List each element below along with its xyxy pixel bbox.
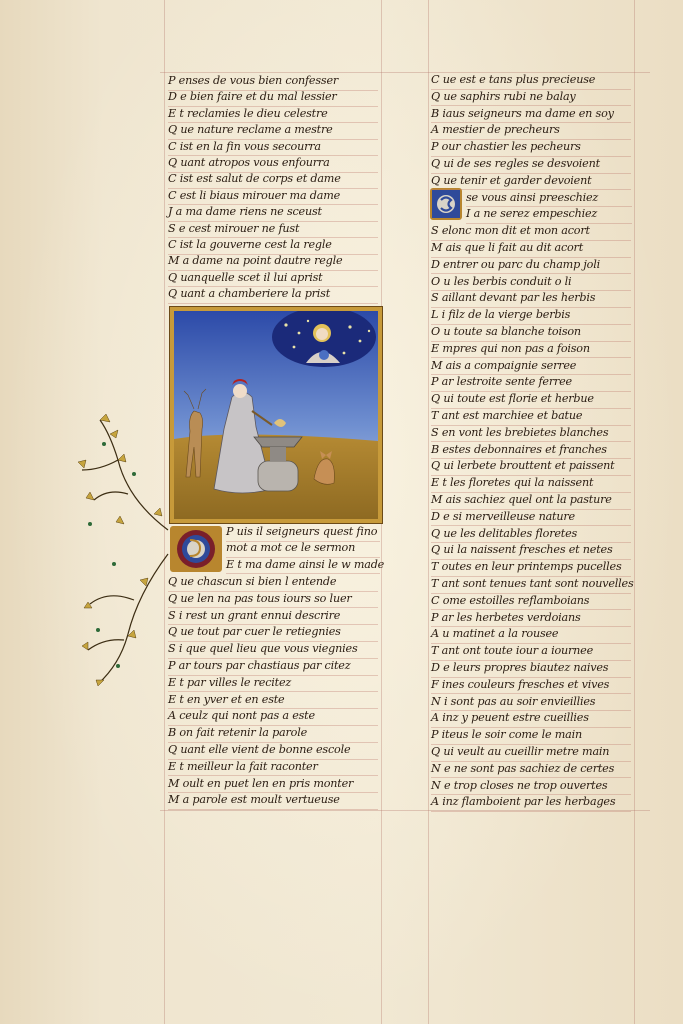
verse-line: T ant sont tenues tant sont nouvelles [431, 576, 631, 594]
verse-line: B estes debonnaires et franches [431, 442, 631, 460]
verse-line: A inz flamboient par les herbages [431, 794, 631, 812]
verse-line: T ant ont toute iour a iournee [431, 643, 631, 661]
verse-line: O u toute sa blanche toison [431, 324, 631, 342]
verse-line: E t par villes le recitez [168, 675, 378, 693]
verse-line: P uis il seigneurs quest fino [226, 524, 380, 542]
verse-line: Q ue nature reclame a mestre [168, 122, 378, 140]
verse-line: Q ui veult au cueillir metre main [431, 744, 631, 762]
verse-line: C ome estoilles reflamboians [431, 593, 631, 611]
initial-p-icon [172, 528, 220, 570]
ruling-line [634, 0, 635, 1024]
verse-line: A ceulz qui nont pas a este [168, 708, 378, 726]
verse-line: C ist est salut de corps et dame [168, 171, 378, 189]
verse-line: E mpres qui non pas a foison [431, 341, 631, 359]
verse-line: F ines couleurs fresches et vives [431, 677, 631, 695]
verse-line: M a dame na point dautre regle [168, 253, 378, 271]
verse-line: A inz y peuent estre cueillies [431, 710, 631, 728]
verse-line: C ist en la fin vous secourra [168, 139, 378, 157]
verse-line: D e si merveilleuse nature [431, 509, 631, 527]
verse-line: N e ne sont pas sachiez de certes [431, 761, 631, 779]
verse-line: N i sont pas au soir envieillies [431, 694, 631, 712]
verse-line: C est li biaus mirouer ma dame [168, 188, 378, 206]
verse-line: Q ui toute est florie et herbue [431, 391, 631, 409]
verse-line: Q ue chascun si bien l entende [168, 574, 378, 592]
decorated-initial-p [170, 526, 222, 572]
ruling-line [428, 0, 429, 1024]
verse-line: S i rest un grant ennui descrire [168, 608, 378, 626]
verse-line: S elonc mon dit et mon acort [431, 223, 631, 241]
verse-line: E t reclamies le dieu celestre [168, 106, 378, 124]
verse-line: D e bien faire et du mal lessier [168, 89, 378, 107]
verse-line: se vous ainsi preeschiez [466, 190, 632, 208]
verse-line: Q ue len na pas tous iours so luer [168, 591, 378, 609]
verse-line: S i que quel lieu que vous viegnies [168, 641, 378, 659]
verse-line: P ar lestroite sente ferree [431, 374, 631, 392]
verse-line: E t en yver et en este [168, 692, 378, 710]
verse-line: Q ue tenir et garder devoient [431, 173, 631, 191]
verse-line: P our chastier les pecheurs [431, 139, 631, 157]
verse-line: M a parole est moult vertueuse [168, 792, 378, 810]
decorated-initial-s [430, 188, 462, 220]
verse-line: T outes en leur printemps pucelles [431, 559, 631, 577]
verse-line: N e trop closes ne trop ouvertes [431, 778, 631, 796]
verse-line: M ais sachiez quel ont la pasture [431, 492, 631, 510]
verse-line: Q uant a chamberiere la prist [168, 286, 378, 304]
verse-line: M oult en puet len en pris monter [168, 776, 378, 794]
verse-line: S e cest mirouer ne fust [168, 221, 378, 239]
verse-line: S en vont les brebietes blanches [431, 425, 631, 443]
verse-line: L i filz de la vierge berbis [431, 307, 631, 325]
verse-line: Q uant atropos vous enfourra [168, 155, 378, 173]
verse-line: M ais a compaignie serree [431, 358, 631, 376]
verse-line: E t les floretes qui la naissent [431, 475, 631, 493]
verse-line: Q uanquelle scet il lui aprist [168, 270, 378, 288]
verse-line: T ant est marchiee et batue [431, 408, 631, 426]
verse-line: E t ma dame ainsi le w made [226, 557, 380, 575]
verse-line: M ais que li fait au dit acort [431, 240, 631, 258]
initial-s-icon [432, 190, 460, 218]
verse-line: A u matinet a la rousee [431, 626, 631, 644]
verse-line: O u les berbis conduit o li [431, 274, 631, 292]
verse-line: C ist la gouverne cest la regle [168, 237, 378, 255]
verse-line: Q ue saphirs rubi ne balay [431, 89, 631, 107]
verse-line: A mestier de precheurs [431, 122, 631, 140]
marginal-vine-decoration [74, 404, 174, 694]
verse-line: E t meilleur la fait raconter [168, 759, 378, 777]
verse-line: I a ne serez empeschiez [466, 206, 632, 224]
verse-line: J a ma dame riens ne sceust [168, 204, 378, 222]
verse-line: Q ue les delitables floretes [431, 526, 631, 544]
verse-line: Q ui de ses regles se desvoient [431, 156, 631, 174]
verse-line: mot a mot ce le sermon [226, 540, 380, 558]
verse-line: P ar tours par chastiaus par citez [168, 658, 378, 676]
verse-line: D e leurs propres biautez naives [431, 660, 631, 678]
verse-line: Q uant elle vient de bonne escole [168, 742, 378, 760]
miniature-illustration [169, 306, 383, 524]
verse-line: S aillant devant par les herbis [431, 290, 631, 308]
verse-line: P enses de vous bien confesser [168, 73, 378, 91]
verse-line: Q ue tout par cuer le retiegnies [168, 624, 378, 642]
verse-line: B iaus seigneurs ma dame en soy [431, 106, 631, 124]
verse-line: D entrer ou parc du champ joli [431, 257, 631, 275]
verse-line: B on fait retenir la parole [168, 725, 378, 743]
verse-line: C ue est e tans plus precieuse [431, 72, 631, 90]
miniature-scene [174, 311, 378, 519]
verse-line: Q ui lerbete brouttent et paissent [431, 458, 631, 476]
verse-line: P iteus le soir come le main [431, 727, 631, 745]
verse-line: Q ui la naissent fresches et netes [431, 542, 631, 560]
verse-line: P ar les herbetes verdoians [431, 610, 631, 628]
